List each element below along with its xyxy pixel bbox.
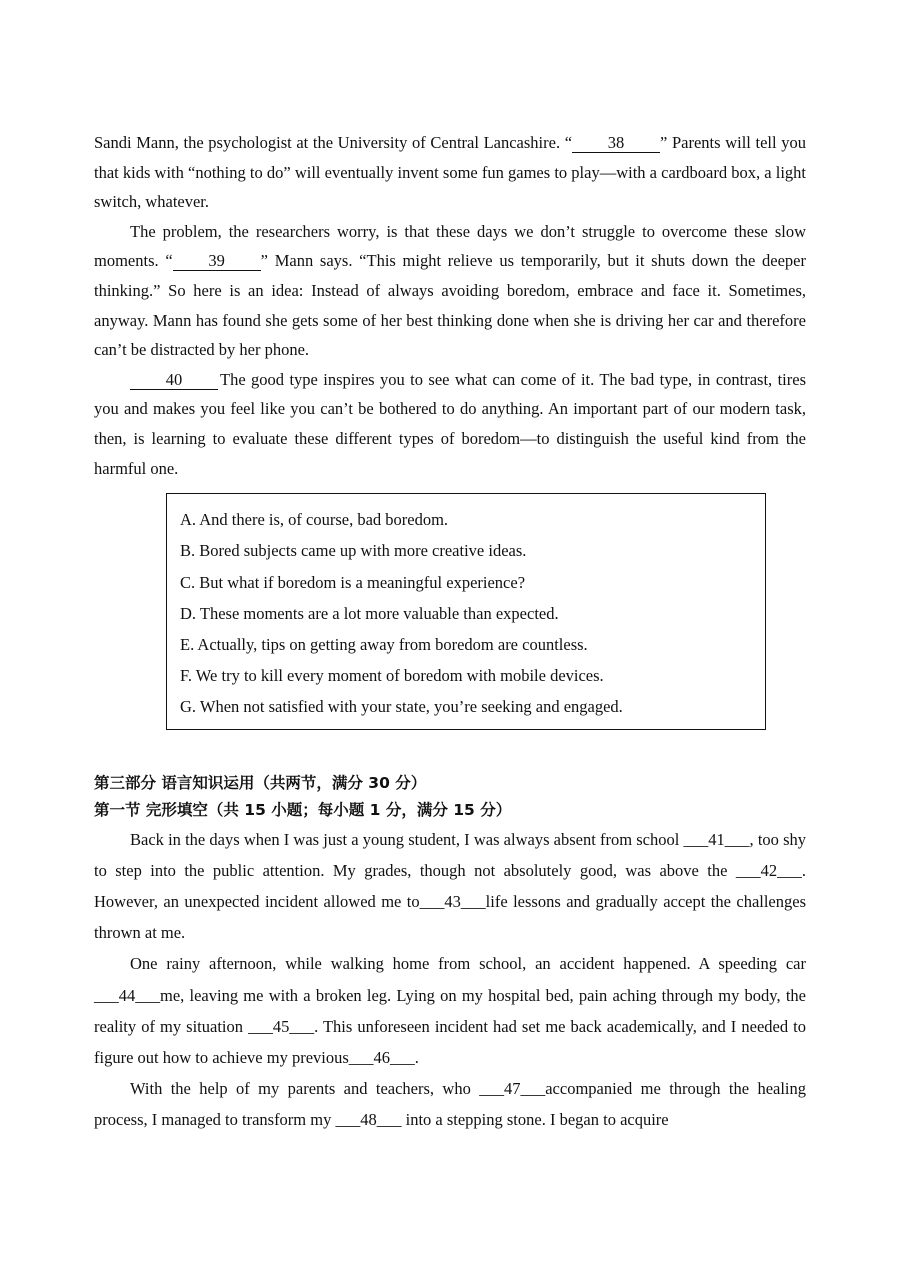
option-c: C. But what if boredom is a meaningful experience? <box>180 572 526 592</box>
text: One rainy afternoon, while walking home from school, an accident happened. A speeding car <box>130 954 806 974</box>
blank-40: 40 <box>130 371 218 390</box>
blank-43: ___43___ <box>419 891 486 911</box>
blank-41: ___41___ <box>683 829 750 849</box>
text: accompanied me through the healing process, I managed to transform my <box>94 1079 807 1130</box>
option-f: F. We try to kill every moment of boredom with mobile devices. <box>180 666 604 686</box>
text: With the help of my parents and teachers, who <box>130 1079 480 1099</box>
blank-39: 39 <box>173 252 261 271</box>
part-three-title: 第三部分 语言知识运用（共两节，满分 30 分） <box>94 773 427 792</box>
text: ” Mann says. “This might relieve us temporarily, but it shuts down the deeper thinking.” So here is an idea: Instead of always avoiding boredom, embrace and face it. Sometimes, anyway. Mann has found she gets some of her best thinking done when she is driving her car and therefore can’t be distracted by her phone. <box>94 251 806 360</box>
blank-42: ___42___ <box>735 860 802 880</box>
text: ” Parents will tell you that kids with “nothing to do” will eventually invent some fun games to play—with a cardboard box, a light switch, whatever. <box>94 133 806 212</box>
text: me, leaving me with a broken leg. Lying on my hospital bed, pain aching through my body, the reality of my situation <box>94 985 806 1036</box>
option-e: E. Actually, tips on getting away from boredom are countless. <box>180 634 588 654</box>
text: . This unforeseen incident had set me back academically, and I needed to figure out how to achieve my previous <box>94 1016 806 1067</box>
passage-paragraph-1 <box>94 128 806 217</box>
passage-paragraph-3 <box>94 365 806 483</box>
text: into a stepping stone. I began to acquire <box>401 1110 669 1130</box>
text: Back in the days when I was just a young student, I was always absent from school <box>130 829 680 849</box>
text: , too shy to step into the public attention. My grades, though not absolutely good, was above the <box>94 829 806 880</box>
blank-47: ___47___ <box>479 1079 546 1099</box>
blank-44: ___44___ <box>94 985 160 1005</box>
text: . However, an unexpected incident allowed me to <box>94 860 806 911</box>
text: Sandi Mann, the psychologist at the University of Central Lancashire. “ <box>94 133 573 152</box>
blank-38: 38 <box>572 134 660 153</box>
cloze-paragraph-3 <box>94 1073 806 1135</box>
blank-46: ___46___ <box>348 1047 415 1067</box>
blank-48: ___48___ <box>335 1110 402 1130</box>
text: . <box>414 1047 419 1067</box>
options-box <box>166 493 766 729</box>
blank-45: ___45___ <box>248 1016 315 1036</box>
option-d: D. These moments are a lot more valuable than expected. <box>180 603 559 623</box>
option-g: G. When not satisfied with your state, you’re seeking and engaged. <box>180 697 623 717</box>
cloze-paragraph-2 <box>94 948 806 1073</box>
option-a: A. And there is, of course, bad boredom. <box>180 510 449 530</box>
section-one-title: 第一节 完形填空（共 15 小题；每小题 1 分，满分 15 分） <box>94 800 512 819</box>
cloze-paragraph-1 <box>94 824 806 949</box>
text: The good type inspires you to see what can come of it. The bad type, in contrast, tires you and makes you feel like you can’t be bothered to do anything. An important part of our modern task, then, is learning to evaluate these different types of boredom—to distinguish the useful kind from the harmful one. <box>94 369 806 478</box>
exam-page <box>94 128 806 1136</box>
text: life lessons and gradually accept the challenges thrown at me. <box>94 891 806 943</box>
passage-paragraph-2 <box>94 217 806 365</box>
option-b: B. Bored subjects came up with more creative ideas. <box>180 541 527 561</box>
text: The problem, the researchers worry, is that these days we don’t struggle to overcome these slow moments. “ <box>94 221 806 271</box>
